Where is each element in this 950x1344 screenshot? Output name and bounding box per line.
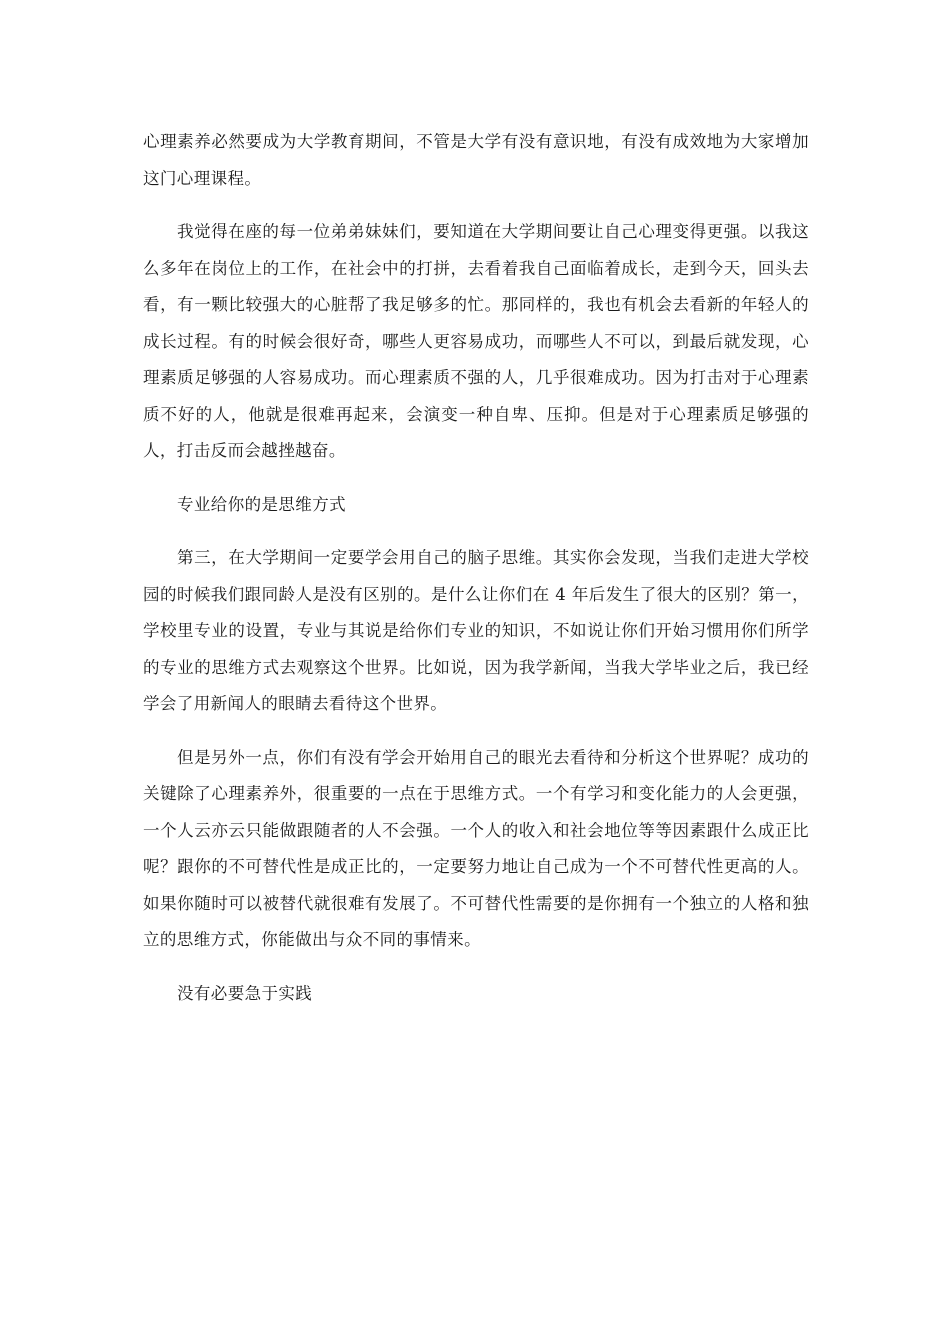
paragraph-1: 心理素养必然要成为大学教育期间，不管是大学有没有意识地，有没有成效地为大家增加这门心理课程。 [143, 132, 809, 188]
paragraph-3: 第三，在大学期间一定要学会用自己的脑子思维。其实你会发现，当我们走进大学校园的时候我们跟同龄人是没有区别的。是什么让你们在 4 年后发生了很大的区别？第一，学校里专业的设置，专业与其说是给你们专业的知识，不如说让你们开始习惯用你们所学的专业的思维方式去观察这个世界。比如说，因为我学新闻，当我大学毕业之后，我已经学会了用新闻人的眼睛去看待这个世界。 [143, 548, 809, 713]
paragraph-4: 但是另外一点，你们有没有学会开始用自己的眼光去看待和分析这个世界呢？成功的关键除了心理素养外，很重要的一点在于思维方式。一个有学习和变化能力的人会更强，一个人云亦云只能做跟随者的人不会强。一个人的收入和社会地位等等因素跟什么成正比呢？跟你的不可替代性是成正比的，一定要努力地让自己成为一个不可替代性更高的人。如果你随时可以被替代就很难有发展了。不可替代性需要的是你拥有一个独立的人格和独立的思维方式，你能做出与众不同的事情来。 [143, 747, 809, 949]
section-heading-practice: 没有必要急于实践 [177, 983, 313, 1003]
section-heading-thinking: 专业给你的是思维方式 [177, 494, 346, 514]
document-body [143, 124, 809, 1029]
paragraph-2: 我觉得在座的每一位弟弟妹妹们，要知道在大学期间要让自己心理变得更强。以我这么多年在岗位上的工作，在社会中的打拼，去看着我自己面临着成长，走到今天，回头去看，有一颗比较强大的心脏帮了我足够多的忙。那同样的，我也有机会去看新的年轻人的成长过程。有的时候会很好奇，哪些人更容易成功，而哪些人不可以，到最后就发现，心理素质足够强的人容易成功。而心理素质不强的人，几乎很难成功。因为打击对于心理素质不好的人，他就是很难再起来，会演变一种自卑、压抑。但是对于心理素质足够强的人，打击反而会越挫越奋。 [143, 222, 809, 460]
